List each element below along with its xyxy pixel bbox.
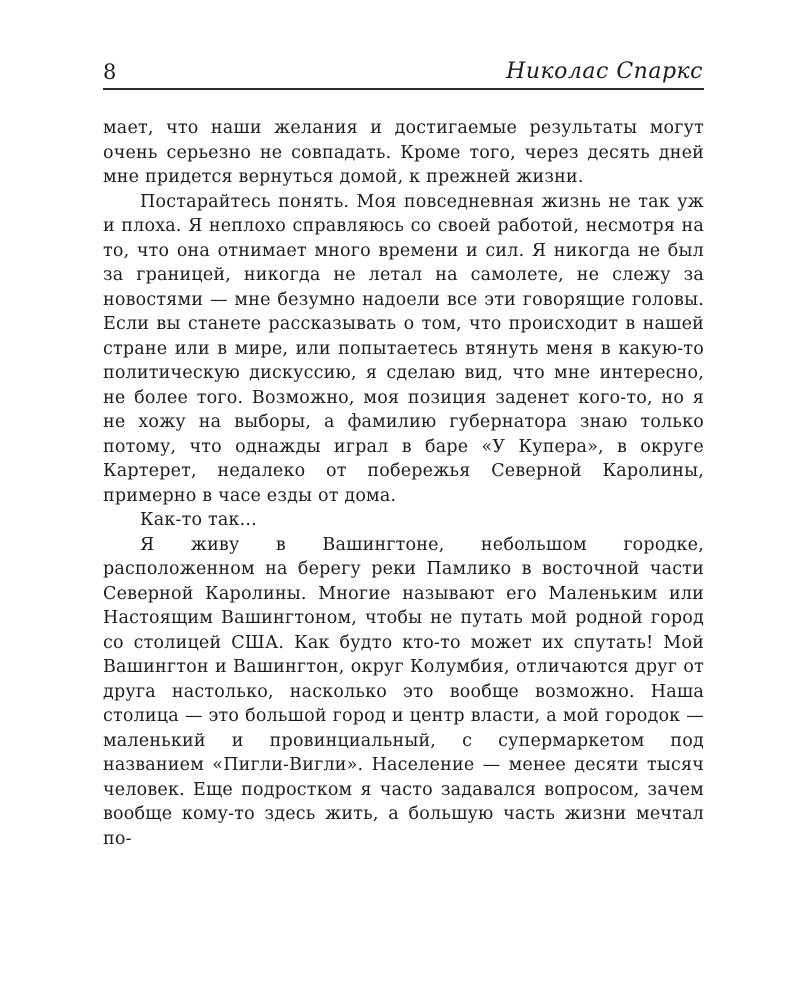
page-header — [103, 58, 703, 90]
running-head-author: Николас Спаркс — [506, 59, 703, 84]
paragraph: Как-то так... — [140, 510, 257, 530]
paragraph: Постарайтесь понять. Моя повседневная жизнь не так уж и плоха. Я неплохо справляюсь со своей работой, несмотря на то, что она отнимает много времени и сил. Я никогда не был за границей, никогда не летал на самолете, не слежу за новостями — мне безумно надоели все эти говорящие головы. Если вы станете рассказывать о том, что происходит в нашей стране или в мире, или попытаетесь втянуть меня в какую-то политическую дискуссию, я сделаю вид, что мне интересно, не более того. Возможно, моя позиция заденет кого-то, но я не хожу на выборы, а фамилию губернатора знаю только потому, что однажды играл в баре «У Купера», в округе Картерет, недалеко от побережья Северной Каролины, примерно в часе езды от дома. — [103, 191, 704, 506]
page-number: 8 — [103, 60, 117, 84]
header-rule — [103, 88, 704, 90]
paragraph: Я живу в Вашингтоне, небольшом городке, расположенном на берегу реки Памлико в восточной части Северной Каролины. Многие называют его Маленьким или Настоящим Вашингтоном, чтобы не путать мой родной город со столицей США. Как будто кто-то может их спутать! Мой Вашингтон и Вашингтон, округ Колумбия, отличаются друг от друга настолько, насколько это вообще возможно. Наша столица — это большой город и центр власти, а мой городок — маленький и провинциальный, с супермаркетом под названием «Пигли-Вигли». Население — менее десяти тысяч человек. Еще подростком я часто задавался вопросом, зачем вообще кому-то здесь жить, а большую часть жизни мечтал по- — [103, 534, 704, 849]
body-text — [103, 116, 704, 851]
paragraph: мает, что наши желания и достигаемые результаты могут очень серьезно не совпадать. Кроме того, через десять дней мне придется вернуться домой, к прежней жизни. — [103, 118, 704, 187]
